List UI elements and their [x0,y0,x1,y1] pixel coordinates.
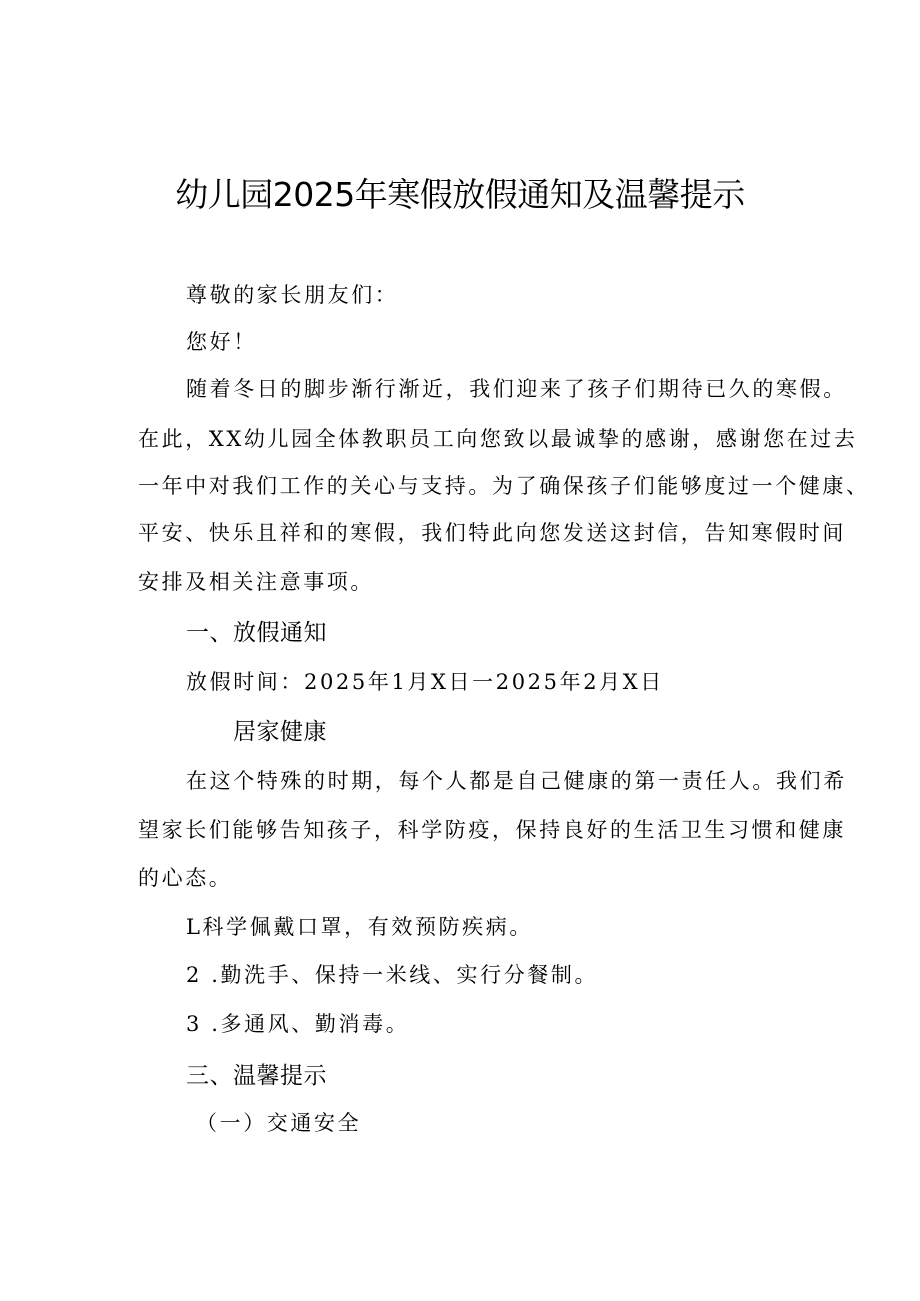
intro-line: 平安、快乐且祥和的寒假，我们特此向您发送这封信，告知寒假时间 [138,521,846,545]
health-list-item: 2 .勤洗手、保持一米线、实行分餐制。 [186,963,599,987]
section-heading-holiday: 一、放假通知 [186,620,327,646]
intro-line: 安排及相关注意事项。 [138,570,374,594]
holiday-time: 放假时间：2025年1月X日一2025年2月X日 [186,670,664,694]
section-heading-tips: 三、温馨提示 [186,1063,327,1089]
intro-line: 随着冬日的脚步渐行渐近，我们迎来了孩子们期待已久的寒假。 [186,377,847,401]
subsection-traffic-safety: （一）交通安全 [196,1111,362,1135]
intro-line: 在此，XX幼儿园全体教职员工向您致以最诚挚的感谢，感谢您在过去 [138,427,858,451]
section-heading-health: 居家健康 [233,719,327,745]
health-list-item: L科学佩戴口罩，有效预防疾病。 [186,915,533,939]
health-line: 望家长们能够告知孩子，科学防疫，保持良好的生活卫生习惯和健康 [138,818,846,842]
health-list-item: 3 .多通风、勤消毒。 [186,1012,410,1036]
health-line: 的心态。 [138,866,233,890]
document-title: 幼儿园2025年寒假放假通知及温馨提示 [175,175,745,214]
health-line: 在这个特殊的时期，每个人都是自己健康的第一责任人。我们希 [186,769,847,793]
salutation: 尊敬的家长朋友们： [186,283,399,307]
intro-line: 一年中对我们工作的关心与支持。为了确保孩子们能够度过一个健康、 [138,474,870,498]
greeting: 您好！ [186,330,257,354]
